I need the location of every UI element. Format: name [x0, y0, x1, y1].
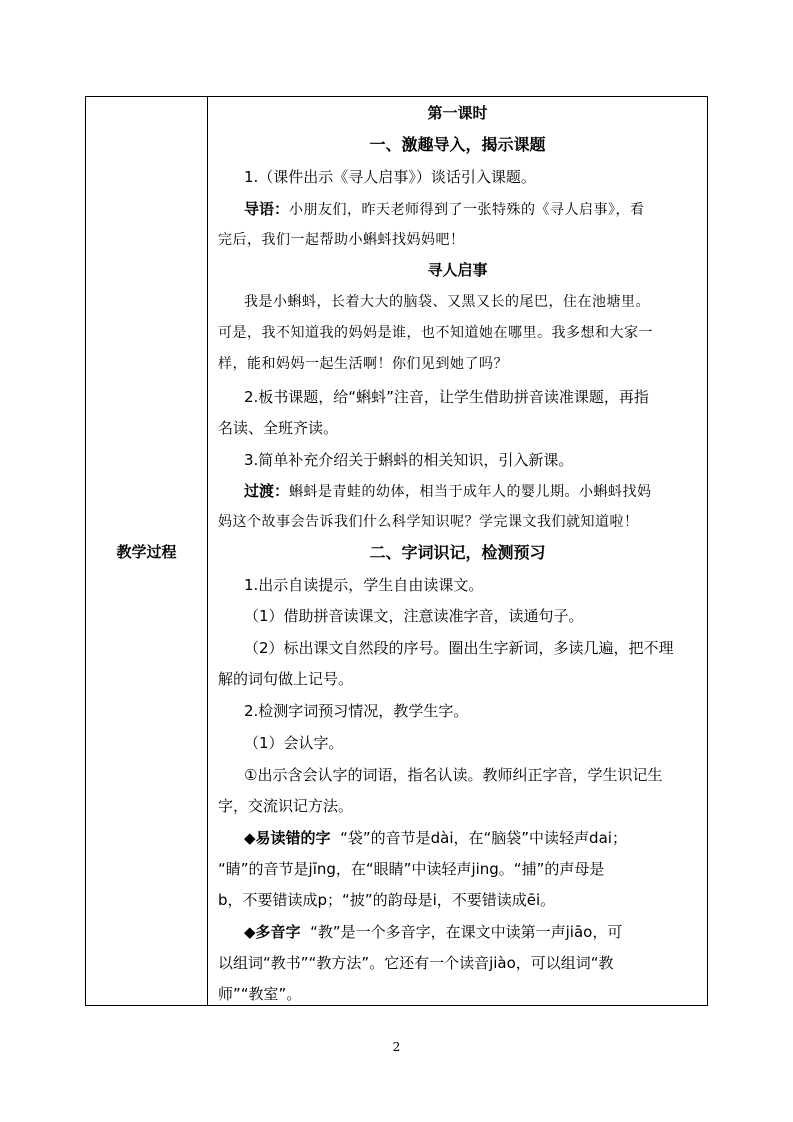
- notice-line-2: 可是，我不知道我的妈妈是谁，也不知道她在哪里。我多想和大家一: [218, 325, 653, 341]
- poly-line-2: 以组词“教书”“教方法”。它还有一个读音jiào，可以组词“教: [218, 954, 614, 972]
- row-label-cell: [86, 97, 208, 1005]
- guide-line-2: 完后，我们一起帮助小蝌蚪找妈妈吧！: [218, 232, 465, 248]
- s2-step1-1: （1）借助拼音读课文，注意读准字音，读通句子。: [244, 607, 584, 625]
- poly-label: ◆多音字: [244, 923, 301, 941]
- easy-line-1: [208, 828, 707, 848]
- s2-step2-2-line-1: ①出示含会认字的词语，指名认读。教师纠正字音，学生识记生: [244, 766, 663, 784]
- step3: 3.简单补充介绍关于蝌蚪的相关知识，引入新课。: [244, 451, 574, 469]
- lesson-table: [85, 96, 708, 1006]
- row-label: 教学过程: [116, 542, 177, 561]
- easy-text-a: “袋”的音节是dài，在“脑袋”中读轻声dai；: [340, 829, 627, 847]
- easy-label: ◆易读错的字: [244, 829, 331, 847]
- step2-line-2: 名读、全班齐读。: [218, 419, 339, 437]
- transition-line-2: 妈这个故事会告诉我们什么科学知识呢？学完课文我们就知道啦！: [218, 514, 639, 530]
- guide-line-1: [208, 199, 707, 220]
- notice-line-3: 样，能和妈妈一起生活啊！你们见到她了吗？: [218, 356, 508, 372]
- easy-line-3: b，不要错读成p；“披”的韵母是i，不要错读成ēi。: [218, 891, 556, 909]
- lesson-title: 第一课时: [427, 104, 488, 122]
- s2-step1: 1.出示自读提示，学生自由读课文。: [244, 576, 484, 594]
- s2-step2: 2.检测字词预习情况，教学生字。: [244, 702, 469, 720]
- poly-line-3: 师”“教室”。: [218, 985, 302, 1003]
- transition-text-a: 蝌蚪是青蛙的幼体，相当于成年人的婴儿期。小蝌蚪找妈: [289, 484, 652, 500]
- s2-step1-2-line-1: （2）标出课文自然段的序号。圈出生字新词，多读几遍，把不理: [244, 639, 674, 657]
- guide-label: 导语：: [244, 200, 290, 218]
- section1-heading: 一、激趣导入，揭示课题: [369, 135, 546, 154]
- transition-label: 过渡：: [244, 482, 290, 500]
- guide-text-a: 小朋友们，昨天老师得到了一张特殊的《寻人启事》，看: [289, 202, 645, 218]
- poly-text-a: “教”是一个多音字，在课文中读第一声jiāo，可: [310, 923, 623, 941]
- section2-heading: 二、字词识记，检测预习: [369, 543, 546, 562]
- poly-line-1: [208, 922, 707, 942]
- notice-title: 寻人启事: [427, 261, 488, 279]
- page-number: 2: [392, 1040, 401, 1054]
- s2-step1-2-line-2: 解的词句做上记号。: [218, 670, 354, 688]
- content-cell: [208, 97, 707, 1005]
- step2-line-1: 2.板书课题，给“蝌蚪”注音，让学生借助拼音读准课题，再指: [244, 388, 649, 406]
- s2-step2-2-line-2: 字，交流识记方法。: [218, 797, 354, 815]
- transition-line-1: [208, 481, 707, 502]
- notice-line-1: 我是小蝌蚪，长着大大的脑袋、又黑又长的尾巴，住在池塘里。: [244, 294, 650, 310]
- step1: 1.（课件出示《寻人启事》）谈话引入课题。: [244, 168, 536, 186]
- easy-line-2: “睛”的音节是jīng，在“眼睛”中读轻声jing。“捕”的声母是: [218, 860, 605, 878]
- s2-step2-1: （1）会认字。: [244, 734, 344, 752]
